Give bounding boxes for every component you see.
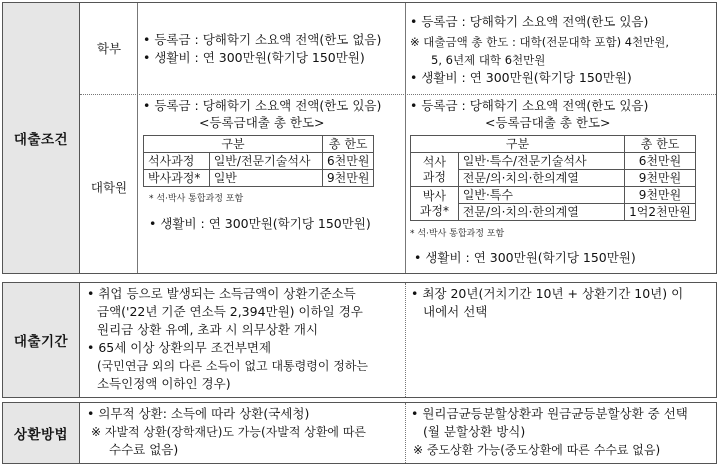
divider bbox=[80, 94, 716, 95]
loan-period-left-line: • 65세 이상 상환의무 조건부면제 bbox=[87, 340, 272, 355]
undergrad-right-line: 5, 6년제 대학 6천만원 bbox=[431, 53, 546, 67]
divider bbox=[405, 403, 406, 463]
grad-left-table-title: <등록금대출 총 한도> bbox=[199, 115, 325, 130]
divider bbox=[405, 3, 406, 273]
loan-period-left-line: (국민연금 외의 다른 소득이 없고 대통령령이 정하는 bbox=[97, 359, 369, 373]
grad-right-table-title: <등록금대출 총 한도> bbox=[485, 115, 611, 130]
table-cell: 전문/의·치의·한의계열 bbox=[458, 204, 624, 221]
loan-period-left-line: • 취업 등으로 발생되는 소득금액이 상환기준소득 bbox=[87, 286, 356, 301]
repayment-right-line: ※ 중도상환 가능(중도상환에 따른 수수료 없음) bbox=[413, 443, 661, 457]
grad-right-living: • 생활비 : 연 300만원(학기당 150만원) bbox=[414, 250, 636, 265]
table-cell: 전문/의·치의·한의계열 bbox=[458, 170, 624, 187]
table-cell: 9천만원 bbox=[625, 170, 696, 187]
table-header: 총 한도 bbox=[625, 136, 696, 153]
grad-left-tuition: • 등록금 : 당해학기 소요액 전액(한도 있음) bbox=[143, 98, 382, 113]
undergrad-left-line: • 등록금 : 당해학기 소요액 전액(한도 없음) bbox=[143, 32, 382, 47]
table-cell: 일반 bbox=[209, 170, 322, 187]
table-header: 총 한도 bbox=[323, 136, 374, 153]
table-cell: 박사과정* bbox=[144, 170, 210, 187]
group-name: 박사 bbox=[422, 188, 446, 203]
repayment-right-line: (월 분할상환 방식) bbox=[423, 424, 526, 439]
repayment-left-line: ※ 자발적 상환(장학재단)도 가능(자발적 상환에 따른 bbox=[91, 425, 367, 439]
repayment-right-line: • 원리금균등분할상환과 원금균등분할상환 중 선택 bbox=[411, 406, 688, 421]
repayment-left-line: • 의무적 상환: 소득에 따라 상환(국세청) bbox=[87, 406, 310, 421]
divider bbox=[405, 283, 406, 397]
table-cell: 일반/전문기술석사 bbox=[209, 153, 322, 170]
grad-right-tuition: • 등록금 : 당해학기 소요액 전액(한도 있음) bbox=[410, 98, 649, 113]
table-header: 구분 bbox=[144, 136, 323, 153]
loan-conditions-section bbox=[2, 2, 717, 274]
grad-right-limit-table bbox=[410, 135, 696, 221]
undergrad-left-line: • 생활비 : 연 300만원(학기당 150만원) bbox=[143, 50, 365, 65]
loan-period-left-line: 소득인정액 이하인 경우) bbox=[97, 376, 231, 391]
undergrad-right-line: • 생활비 : 연 300만원(학기당 150만원) bbox=[410, 70, 632, 85]
table-group-cell bbox=[411, 153, 459, 187]
table-cell: 일반·특수 bbox=[458, 187, 624, 204]
loan-conditions-header: 대출조건 bbox=[3, 3, 80, 273]
table-header: 구분 bbox=[411, 136, 625, 153]
grad-left-note: * 석·박사 통합과정 포함 bbox=[149, 194, 244, 204]
undergrad-label: 학부 bbox=[96, 41, 122, 56]
undergrad-right-line: • 등록금 : 당해학기 소요액 전액(한도 있음) bbox=[410, 14, 649, 29]
divider bbox=[137, 3, 138, 273]
table-cell: 6천만원 bbox=[323, 153, 374, 170]
table-cell: 9천만원 bbox=[323, 170, 374, 187]
group-name: 과정 bbox=[422, 169, 446, 184]
loan-period-header: 대출기간 bbox=[3, 283, 80, 397]
repayment-left-line: 수수료 없음) bbox=[109, 442, 179, 457]
undergrad-right-line: ※ 대출금액 총 한도 : 대학(전문대학 포함) 4천만원, bbox=[410, 35, 670, 49]
table-cell: 6천만원 bbox=[625, 153, 696, 170]
grad-right-note: * 석·박사 통합과정 포함 bbox=[410, 229, 505, 239]
repayment-section bbox=[2, 402, 717, 464]
grad-label: 대학원 bbox=[90, 180, 128, 195]
group-name: 과정* bbox=[419, 203, 449, 218]
loan-period-left-line: 금액('22년 기준 연소득 2,394만원) 이하일 경우 bbox=[97, 304, 363, 319]
table-group-cell bbox=[411, 187, 459, 221]
loan-period-right-line: 내에서 선택 bbox=[423, 304, 488, 319]
repayment-header: 상환방법 bbox=[3, 403, 80, 463]
loan-period-right-line: • 최장 20년(거치기간 10년 + 상환기간 10년) 이 bbox=[411, 286, 684, 301]
table-cell: 일반·특수/전문기술석사 bbox=[458, 153, 624, 170]
grad-left-living: • 생활비 : 연 300만원(학기당 150만원) bbox=[149, 216, 371, 231]
loan-period-left-line: 원리금 상환 유예, 초과 시 의무상환 개시 bbox=[97, 322, 319, 337]
table-cell: 석사과정 bbox=[144, 153, 210, 170]
loan-period-section bbox=[2, 282, 717, 398]
table-cell: 1억2천만원 bbox=[625, 204, 696, 221]
grad-left-limit-table bbox=[143, 135, 374, 187]
group-name: 석사 bbox=[422, 154, 446, 169]
table-cell: 9천만원 bbox=[625, 187, 696, 204]
